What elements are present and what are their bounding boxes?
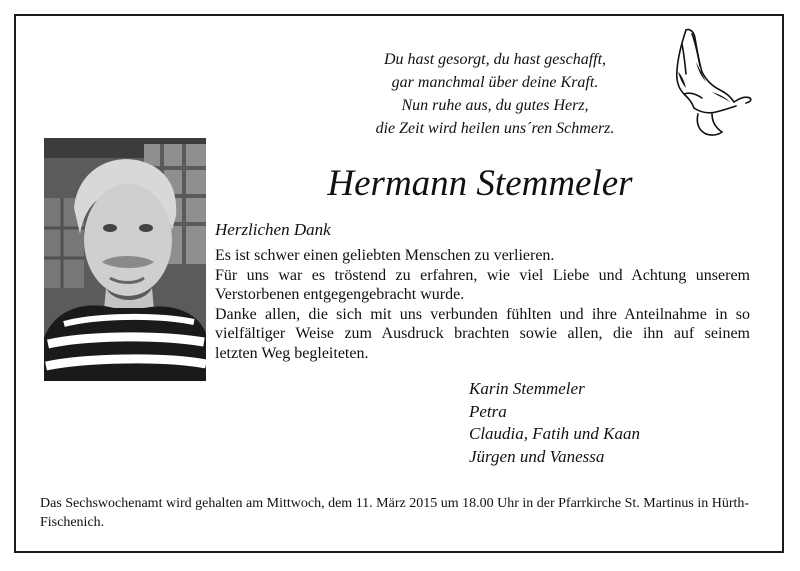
message-line: Es ist schwer einen geliebten Menschen zu verlieren.: [215, 247, 555, 264]
message-line: vielfältiger Weise zum Ausdruck brachten sowie allen, die ihn auf seinem: [215, 325, 750, 342]
portrait-photo: [44, 138, 206, 381]
deceased-name: Hermann Stemmeler: [327, 163, 633, 204]
family-name: Karin Stemmeler: [469, 379, 585, 398]
message-line: Für uns war es tröstend zu erfahren, wie viel Liebe und Achtung unserem: [215, 266, 750, 284]
poem-line: Du hast gesorgt, du hast geschafft,: [383, 51, 607, 68]
poem-line: gar manchmal über deine Kraft.: [391, 74, 599, 91]
praying-hands-icon: [668, 22, 758, 140]
poem-line: die Zeit wird heilen uns´ren Schmerz.: [375, 120, 615, 137]
poem-line: Nun ruhe aus, du gutes Herz,: [401, 97, 589, 114]
message-line: letzten Weg begleiteten.: [215, 344, 369, 362]
service-notice: Das Sechswochenamt wird gehalten am Mittwoch, dem 11. März 2015 um 18.00 Uhr in der Pfarrkirche St. Martinus in Hürth-Fischenich.: [40, 496, 750, 530]
family-name: Petra: [469, 401, 507, 421]
thanks-heading: Herzlichen Dank: [215, 220, 331, 239]
message-line: Verstorbenen entgegengebracht wurde.: [215, 286, 465, 303]
family-name: Claudia, Fatih und Kaan: [469, 424, 640, 443]
thanks-message: [215, 246, 750, 363]
portrait-photo-image: [44, 138, 206, 381]
family-signatures: [469, 378, 640, 468]
poem: [330, 48, 660, 140]
family-name: Jürgen und Vanessa: [469, 446, 605, 466]
message-line: Danke allen, die sich mit uns verbunden fühlten und ihre Anteilnahme in so: [215, 305, 750, 323]
